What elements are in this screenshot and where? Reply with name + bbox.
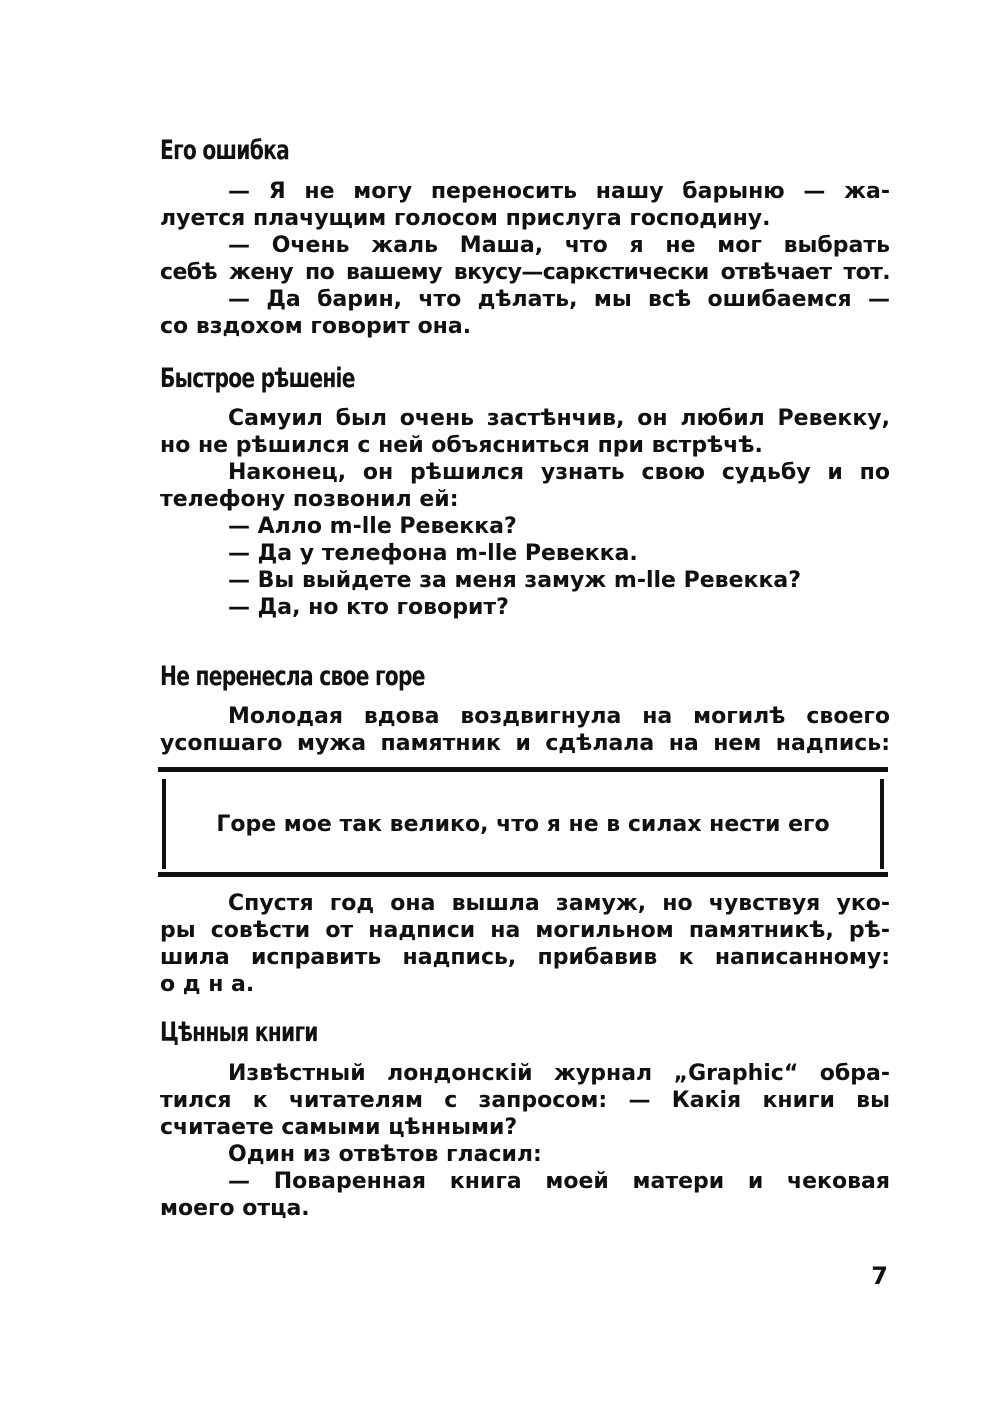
paragraph-line: со вздохом говорит она. [160, 314, 472, 339]
paragraph-line: телефону позвонил ей: [160, 487, 459, 512]
paragraph-line: Самуил был очень застѣнчив, он любил Ревекку, [228, 406, 890, 431]
frame-top-rule [158, 767, 888, 772]
paragraph-line: шила исправить надпись, прибавив к написанному: [160, 945, 890, 970]
dialogue-line: — Да у телефона m-lle Ревекка. [228, 541, 638, 566]
paragraph-line: Извѣстный лондонскiй журнал „Graphic“ обра- [228, 1061, 890, 1086]
section-body [160, 178, 890, 340]
paragraph-line: — Поваренная книга моей матери и чековая [228, 1169, 890, 1194]
inscription-text: Горе мое так велико, что я не в силах нести его [216, 812, 830, 837]
section-body [160, 405, 890, 621]
paragraph-line: — Я не могу переносить нашу барыню — жа- [228, 179, 890, 204]
frame-bottom-rule [158, 872, 888, 877]
section-heading: Цѣнныя книги [160, 1017, 318, 1048]
section-valuable-books [160, 1018, 890, 1048]
section-heading: Быстрое рѣшенiе [160, 363, 355, 394]
section-body-continued [160, 890, 890, 998]
inscription-frame [158, 767, 888, 877]
paragraph-line: ры совѣсти от надписи на могильном памятникѣ, рѣ- [160, 918, 890, 943]
section-grief [160, 662, 890, 692]
paragraph-line: — Очень жаль Маша, что я не мог выбрать [228, 233, 890, 258]
paragraph-line: усопшаго мужа памятник и сдѣлала на нем надпись: [160, 731, 890, 756]
section-quick-decision [160, 364, 890, 394]
paragraph-line: моего отца. [160, 1196, 310, 1221]
paragraph-line: считаете самыми цѣнными? [160, 1115, 518, 1140]
paragraph-line: Спустя год она вышла замуж, но чувствуя уко- [228, 891, 890, 916]
dialogue-line: — Алло m-lle Ревекка? [228, 514, 517, 539]
paragraph-line: — Да барин, что дѣлать, мы всѣ ошибаемся — [228, 287, 890, 312]
paragraph-line: луется плачущим голосом прислуга господину. [160, 206, 771, 231]
section-heading: Не перенесла свое горе [160, 661, 425, 692]
dialogue-line: — Да, но кто говорит? [228, 595, 509, 620]
section-body [160, 1060, 890, 1222]
paragraph-line: Молодая вдова воздвигнула на могилѣ своего [228, 704, 890, 729]
section-body [160, 703, 890, 757]
section-heading: Его ошибка [160, 135, 290, 166]
paragraph-line: тился к читателям с запросом: — Какiя книги вы [160, 1088, 890, 1113]
page-number: 7 [871, 1262, 888, 1290]
dialogue-line: — Вы выйдете за меня замуж m-lle Ревекка? [228, 568, 801, 593]
paragraph-line: Один из отвѣтов гласил: [228, 1142, 542, 1167]
paragraph-line: Наконец, он рѣшился узнать свою судьбу и по [228, 460, 890, 485]
paragraph-line: но не рѣшился с ней объясниться при встрѣчѣ. [160, 433, 763, 458]
section-his-mistake [160, 136, 890, 166]
paragraph-line: себѣ жену по вашему вкусу—саркстически отвѣчает тот. [160, 260, 890, 285]
paragraph-line: о д н а. [160, 972, 255, 997]
